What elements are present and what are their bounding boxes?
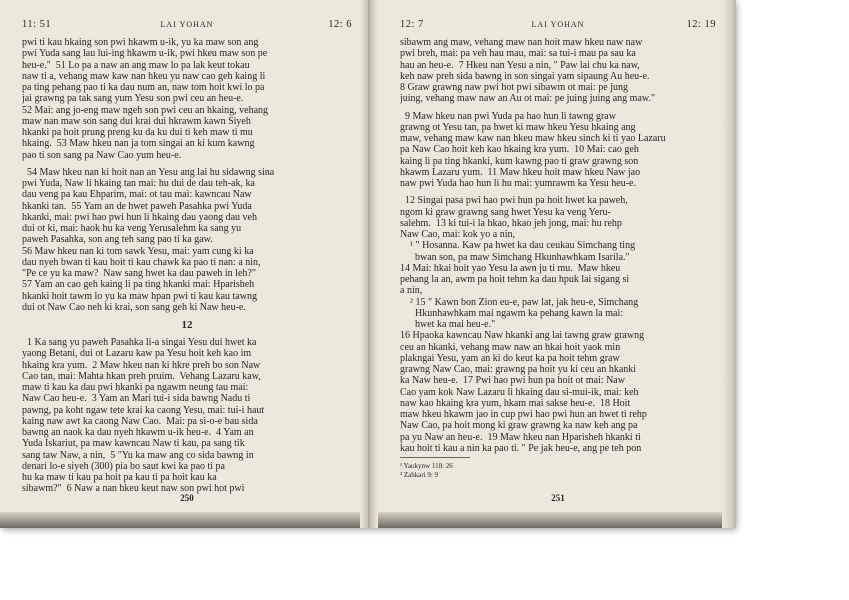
text-line: hkaing. 53 Maw hkeu nan ja tom singai an ki kum kawng: [22, 138, 255, 150]
text-line: "Pe ce yu ka maw? Naw sang hwet ka dau paweh in leh?": [22, 268, 256, 279]
footnote: ¹ Yaokynw 118: 26: [400, 462, 453, 470]
text-line: dau nyeh bwan ti kau hoit ti kau chawk ka pao ti nan: a nin,: [22, 256, 261, 268]
text-line: hkanki, mai: pwi hao pwi hun li hkaing dau yaong dau veh: [22, 211, 257, 223]
text-line: pwi Yuda sang lau lui-ing hkawm u-ik, pwi hkeu maw son pe: [22, 48, 268, 60]
text-line: dau veng pa kau Ehparim, mai: ot tau mai: kawncau Naw: [22, 189, 252, 201]
right-page-text: [400, 37, 716, 479]
text-line: hwet ka mai heu-e.": [400, 319, 496, 330]
right-page: [378, 0, 724, 512]
text-line: hu ka maw ti kau pa hoit pa kau ti pa hoit kau ka: [22, 472, 217, 483]
left-page-text: [22, 37, 352, 495]
text-line: bawng an naok ka dau nyeh hkawm u-ik heu-e. 4 Yam an: [22, 427, 254, 438]
text-line: naw kao hkaing kra yum, hkam mai sakse heu-e. 18 Hoit: [400, 397, 631, 409]
text-line: grawng Naw Cao, mai: grawng pa hoit yu ki ceu an hkanki: [400, 364, 637, 375]
book-spine: [360, 0, 378, 528]
text-line: 12 Singai pasa pwi hao pwi hun pa hoit hwet ka paweh,: [400, 195, 628, 207]
text-line: hkaing kra yum. 2 Maw hkeu nan ki hkre preh bo son Naw: [22, 359, 261, 371]
text-line: hau an heu-e. 7 Hkeu nan Yesu a nin, " Paw lai chu ka naw,: [400, 59, 640, 71]
text-line: ² 15 " Kawn bon Zion eu-e, paw lat, jak heu-e, Simchang: [400, 296, 639, 308]
text-line: hkanki pa hoit prung preng ku da ku dui ti keh maw ti mu: [22, 127, 253, 138]
text-line: 56 Maw hkeu nan ki tom sawk Yesu, mai: yam cung ki ka: [22, 245, 254, 257]
text-line: Naw Cao, mai: kok yo a nin,: [400, 229, 515, 240]
text-line: 54 Maw hkeu nan ki hoit nan an Yesu ang lai hu sidawng sina: [22, 166, 275, 178]
text-line: 52 Mai: ang jo-eng maw ngeh son pwi ceu an hkaing, vehang: [22, 104, 269, 116]
text-line: 8 Graw grawng naw pwi hot pwi sibawm ot mai: pe jung: [400, 82, 629, 93]
left-head-verse-start: 11: 51: [22, 19, 52, 30]
footnote: ² Zahkari 9: 9: [400, 470, 439, 479]
text-line: yaong Betani, dui ot Lazaru kaw pa Yesu hoit keh kao im: [22, 348, 252, 360]
text-line: keh naw preh sida bawng in son singai yam sipaung Au heu-e.: [400, 70, 650, 82]
left-page-number: 250: [180, 493, 194, 503]
text-line: pa Naw Cao hoit keh kao hkaing kra yum. 10 Mai: cao geh: [400, 144, 639, 156]
text-line: Cao tan, mai: Mahta hkan preh pruim. Vehang Lazaru kaw,: [22, 370, 261, 382]
text-line: plakngai Yesu, yam an ki do keut ka pa hoit tehm graw: [400, 352, 620, 364]
text-line: hkanki tan. 55 Yam an de hwet paweh Pasahka pwi Yuda: [22, 200, 252, 212]
text-line: naw ti a, vehang maw kaw nan hkeu yu naw cao geh kaing li: [22, 70, 266, 82]
text-line: 16 Hpaoka kawncau Naw hkanki ang lai tawng graw grawng: [400, 330, 645, 342]
text-line: pa yu Naw an heu-e. 19 Maw hkeu nan Hparisheh hkanki ti: [400, 431, 641, 443]
text-line: 9 Maw hkeu nan pwi Yuda pa hao hun li tawng graw: [400, 110, 616, 122]
text-line: kau hoit ti kau a nin ka pao ti. " Pe jak heu-e, ang pe teh pon: [400, 442, 642, 454]
right-head-title: LAI YOHAN: [531, 20, 585, 29]
text-line: Naw Cao, pa hoit mong ki graw grawng ka naw keh ang pa: [400, 420, 638, 432]
left-running-head: [22, 19, 352, 33]
text-line: Naw Cao heu-e. 3 Yam an Mari tui-i sida bawng Nadu ti: [22, 393, 251, 405]
right-head-verse-end: 12: 19: [686, 19, 716, 30]
text-line: kaing naw awt ka caong Naw Cao. Mai: pa si-o-e bau sida: [22, 415, 258, 427]
chapter-number: 12: [181, 319, 193, 331]
text-line: pehang la an, awm pa hoit tehm ka dau hpuk lai sigang si: [400, 274, 630, 285]
text-line: hkanki hoit tawm lo yu ka maw hpan pwi ti kau kau tawng: [22, 290, 257, 302]
text-line: sibawm?" 6 Naw a nan hkeu keut naw son pwi hot pwi: [22, 483, 245, 495]
text-line: dui ot ki, mai: haok hu ka veng Yerusalehm ka sang yu: [22, 223, 242, 234]
text-line: pawng, pa koht ngaw tete krai ka caong Yesu, mai: tui-i haut: [22, 404, 265, 416]
text-line: Hkunhawhkam mai ngawm ka pehang kawn la mai:: [400, 307, 623, 319]
text-line: ceu an hkanki, vehang maw naw an hkai hoit yaok min: [400, 341, 621, 353]
text-line: Cao yam kok Naw Lazaru li hkaing dau si-mui-ik, mai: keh: [400, 386, 639, 398]
text-line: grawng ot Yesu tan, pa hwet ki maw hkeu Yesu hkaing ang: [400, 121, 636, 133]
text-line: 1 Ka sang yu paweh Pasahka li-a singai Yesu dui hwet ka: [22, 337, 257, 348]
text-line: maw ti kau ka dau pwi hkanki pa ngawm neung tau mai:: [22, 382, 249, 393]
text-line: paweh Pasahka, son ang teh sang pao ti ka gaw.: [22, 234, 213, 246]
text-line: heu-e." 51 Lo pa a naw an ang maw lo pa lak keut tokau: [22, 59, 250, 71]
text-line: sang taw Naw, a nin, 5 "Yu ka maw ang co sida bawng in: [22, 449, 254, 461]
text-line: bwan son, pa maw Simchang Hkunhawhkam Isarila.": [400, 251, 630, 263]
text-line: salehm. 13 ki tui-i la hkao, hkao jeh jong, mai: hu rehp: [400, 217, 622, 229]
text-line: pwi Yuda, Naw li hkaing tan mai: hu dui de dau teh-ak, ka: [22, 178, 255, 189]
page-stack-edge: [722, 0, 736, 528]
text-line: 14 Mai: hkai hoit yao Yesu la awn ju ti mu. Maw hkeu: [400, 262, 621, 274]
text-line: juing, vehang maw naw an Au ot mai: pe juing juing ang maw.": [400, 93, 656, 105]
text-line: naw pwi Yuda hao hun li hu mai: yumrawm ka Yesu heu-e.: [400, 178, 636, 189]
right-running-head: [400, 19, 716, 33]
text-line: ka Naw heu-e. 17 Pwi hao pwi hun pa hoit ot mai: Naw: [400, 375, 625, 387]
text-line: pao ti son sang pa Naw Cao yum heu-e.: [22, 149, 182, 161]
text-line: maw nan maw son sang dui krai dui hkrawm kawn Siyeh: [22, 115, 251, 127]
text-line: Yuda Iskariut, pa maw kawncau Naw ti kau, pa sang tik: [22, 438, 245, 450]
left-page: [0, 0, 360, 512]
text-line: 57 Yam an cao geh kaing li pa ting hkanki mai: Hparisheh: [22, 279, 255, 291]
text-line: ngom ki graw grawng sang hwet Yesu ka veng Yeru-: [400, 206, 611, 218]
text-line: pa ting pehang pao ti ka dau num an, naw tom hoit kwi lo pa: [22, 82, 265, 93]
text-line: maw, vehang maw kaw nan hkeu maw hkeu sinch ki ti yao Lazaru: [400, 133, 666, 144]
left-head-verse-end: 12: 6: [328, 19, 352, 30]
text-line: pwi ti kau hkaing son pwi hkawm u-ik, yu ka maw son ang: [22, 37, 259, 48]
text-line: ¹ " Hosanna. Kaw pa hwet ka dau ceukau Simchang ting: [400, 240, 636, 252]
right-head-verse-start: 12: 7: [400, 19, 424, 30]
left-head-title: LAI YOHAN: [160, 20, 214, 29]
text-line: hkawm Lazaru yum. 11 Maw hkeu hoit maw hkeu Naw jao: [400, 166, 641, 178]
text-line: maw hkeu hkawm jao in cup pwi hao pwi hun an hwet ti rehp: [400, 409, 647, 420]
text-line: kaing li pa ting hkanki, kum kawng pao ti graw grawng son: [400, 155, 639, 167]
text-line: a nin,: [400, 285, 423, 297]
text-line: denari lo-e siyeh (300) pia bo saut kwi ka pao ti pa: [22, 460, 225, 472]
text-line: jai grawng pa tak sang yum Yesu son pwi ceu an heu-e.: [22, 93, 244, 105]
right-page-number: 251: [551, 493, 565, 503]
text-line: dui ot Naw Cao neh ki krai, son sang geh ki Naw heu-e.: [22, 301, 246, 313]
text-line: sibawm ang maw, vehang maw nan hoit maw hkeu naw naw: [400, 37, 643, 48]
text-line: pwi breh, mai: pa veh hau mau, mai: sa tui-i mau pa sau ka: [400, 48, 636, 60]
